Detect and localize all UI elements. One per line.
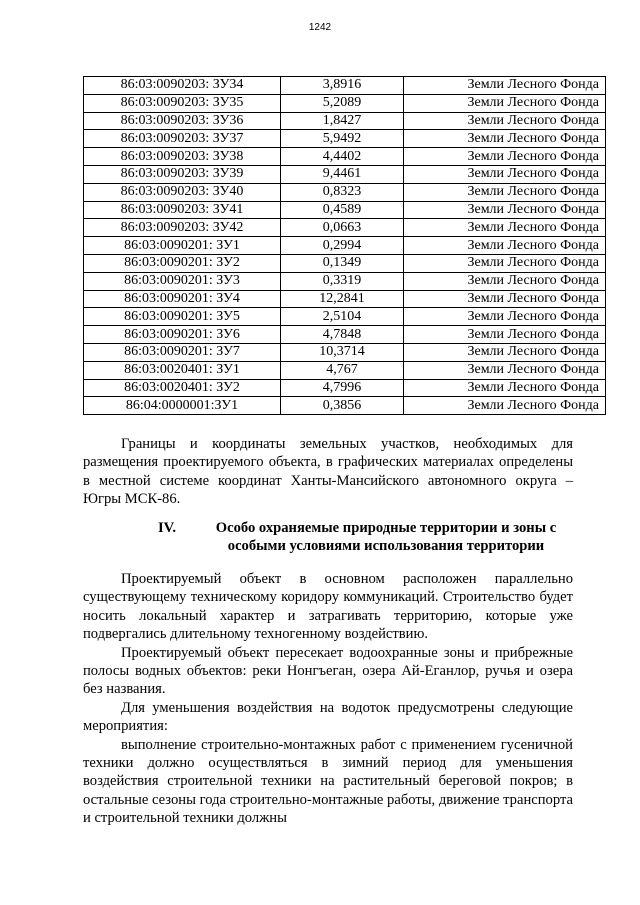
land-category-cell: Земли Лесного Фонда: [404, 130, 606, 148]
land-category-cell: Земли Лесного Фонда: [404, 237, 606, 255]
cadastral-number-cell: 86:03:0090203: ЗУ40: [84, 183, 281, 201]
land-category-cell: Земли Лесного Фонда: [404, 326, 606, 344]
cadastral-number-cell: 86:03:0020401: ЗУ1: [84, 361, 281, 379]
area-cell: 0,3856: [281, 397, 404, 415]
table-row: [84, 112, 606, 130]
cadastral-number-cell: 86:03:0090203: ЗУ36: [84, 112, 281, 130]
section-title-line-2: особыми условиями использования территории: [227, 538, 545, 554]
cadastral-number-cell: 86:03:0090201: ЗУ7: [84, 343, 281, 361]
area-cell: 4,767: [281, 361, 404, 379]
paragraph: Для уменьшения воздействия на водоток предусмотрены следующие мероприятия:: [83, 699, 573, 735]
area-cell: 1,8427: [281, 112, 404, 130]
land-category-cell: Земли Лесного Фонда: [404, 148, 606, 166]
land-category-cell: Земли Лесного Фонда: [404, 290, 606, 308]
paragraph: Проектируемый объект в основном расположен параллельно существующему техническому коридору коммуникаций. Строительство будет носить локальный характер и затрагивать территорию, которые уже подвергались длительному техногенному воздействию.: [83, 571, 573, 643]
table-body: [84, 77, 606, 415]
land-category-cell: Земли Лесного Фонда: [404, 219, 606, 237]
land-category-cell: Земли Лесного Фонда: [404, 201, 606, 219]
cadastral-number-cell: 86:03:0090203: ЗУ39: [84, 165, 281, 183]
land-category-cell: Земли Лесного Фонда: [404, 361, 606, 379]
cadastral-number-cell: 86:03:0090201: ЗУ3: [84, 272, 281, 290]
table-row: [84, 326, 606, 344]
land-category-cell: Земли Лесного Фонда: [404, 308, 606, 326]
area-cell: 4,7848: [281, 326, 404, 344]
table-row: [84, 308, 606, 326]
area-cell: 0,0663: [281, 219, 404, 237]
land-category-cell: Земли Лесного Фонда: [404, 397, 606, 415]
page-number: 1242: [308, 22, 332, 33]
table-row: [84, 165, 606, 183]
table-row: [84, 272, 606, 290]
table-row: [84, 201, 606, 219]
land-category-cell: Земли Лесного Фонда: [404, 165, 606, 183]
table-row: [84, 148, 606, 166]
table-row: [84, 361, 606, 379]
table-row: [84, 343, 606, 361]
cadastral-number-cell: 86:03:0090203: ЗУ38: [84, 148, 281, 166]
area-cell: 10,3714: [281, 343, 404, 361]
cadastral-number-cell: 86:03:0090201: ЗУ2: [84, 254, 281, 272]
area-cell: 0,1349: [281, 254, 404, 272]
area-cell: 12,2841: [281, 290, 404, 308]
table-row: [84, 397, 606, 415]
area-cell: 0,3319: [281, 272, 404, 290]
land-category-cell: Земли Лесного Фонда: [404, 272, 606, 290]
cadastral-number-cell: 86:03:0090201: ЗУ5: [84, 308, 281, 326]
cadastral-number-cell: 86:03:0020401: ЗУ2: [84, 379, 281, 397]
section-heading: [158, 519, 578, 555]
intro-paragraph: Границы и координаты земельных участков, необходимых для размещения проектируемого объекта, в графических материалах определены в местной системе координат Ханты-Мансийского автономного округа – Югры МСК-86.: [83, 436, 573, 508]
land-parcels-table: [83, 76, 606, 415]
area-cell: 0,2994: [281, 237, 404, 255]
land-category-cell: Земли Лесного Фонда: [404, 254, 606, 272]
land-category-cell: Земли Лесного Фонда: [404, 183, 606, 201]
area-cell: 2,5104: [281, 308, 404, 326]
table-row: [84, 290, 606, 308]
section-number: IV.: [158, 520, 176, 536]
area-cell: 9,4461: [281, 165, 404, 183]
area-cell: 5,9492: [281, 130, 404, 148]
paragraph: выполнение строительно-монтажных работ с применением гусеничной техники должно осуществляться в зимний период для уменьшения воздействия строительной техники на растительный береговой покров; в остальные сезоны года строительно-монтажные работы, движение транспорта и строительной техники должны: [83, 736, 573, 827]
area-cell: 0,4589: [281, 201, 404, 219]
cadastral-number-cell: 86:04:0000001:ЗУ1: [84, 397, 281, 415]
cadastral-number-cell: 86:03:0090203: ЗУ42: [84, 219, 281, 237]
land-category-cell: Земли Лесного Фонда: [404, 94, 606, 112]
section-title-line-1: Особо охраняемые природные территории и зоны с: [215, 520, 557, 536]
land-category-cell: Земли Лесного Фонда: [404, 77, 606, 95]
cadastral-number-cell: 86:03:0090203: ЗУ37: [84, 130, 281, 148]
land-category-cell: Земли Лесного Фонда: [404, 379, 606, 397]
area-cell: 5,2089: [281, 94, 404, 112]
cadastral-number-cell: 86:03:0090203: ЗУ35: [84, 94, 281, 112]
area-cell: 3,8916: [281, 77, 404, 95]
cadastral-number-cell: 86:03:0090201: ЗУ4: [84, 290, 281, 308]
area-cell: 0,8323: [281, 183, 404, 201]
land-category-cell: Земли Лесного Фонда: [404, 112, 606, 130]
table-row: [84, 219, 606, 237]
cadastral-number-cell: 86:03:0090201: ЗУ6: [84, 326, 281, 344]
cadastral-number-cell: 86:03:0090201: ЗУ1: [84, 237, 281, 255]
table-row: [84, 130, 606, 148]
cadastral-number-cell: 86:03:0090203: ЗУ34: [84, 77, 281, 95]
intro-block: [83, 435, 573, 509]
paragraph: Проектируемый объект пересекает водоохранные зоны и прибрежные полосы водных объектов: реки Нонгъеган, озера Ай-Еганлор, ручья и озера без названия.: [83, 644, 573, 698]
cadastral-number-cell: 86:03:0090203: ЗУ41: [84, 201, 281, 219]
section-body: [83, 570, 573, 828]
table-row: [84, 94, 606, 112]
area-cell: 4,4402: [281, 148, 404, 166]
table-row: [84, 183, 606, 201]
table-row: [84, 379, 606, 397]
land-category-cell: Земли Лесного Фонда: [404, 343, 606, 361]
table-row: [84, 77, 606, 95]
area-cell: 4,7996: [281, 379, 404, 397]
table-row: [84, 254, 606, 272]
table-row: [84, 237, 606, 255]
